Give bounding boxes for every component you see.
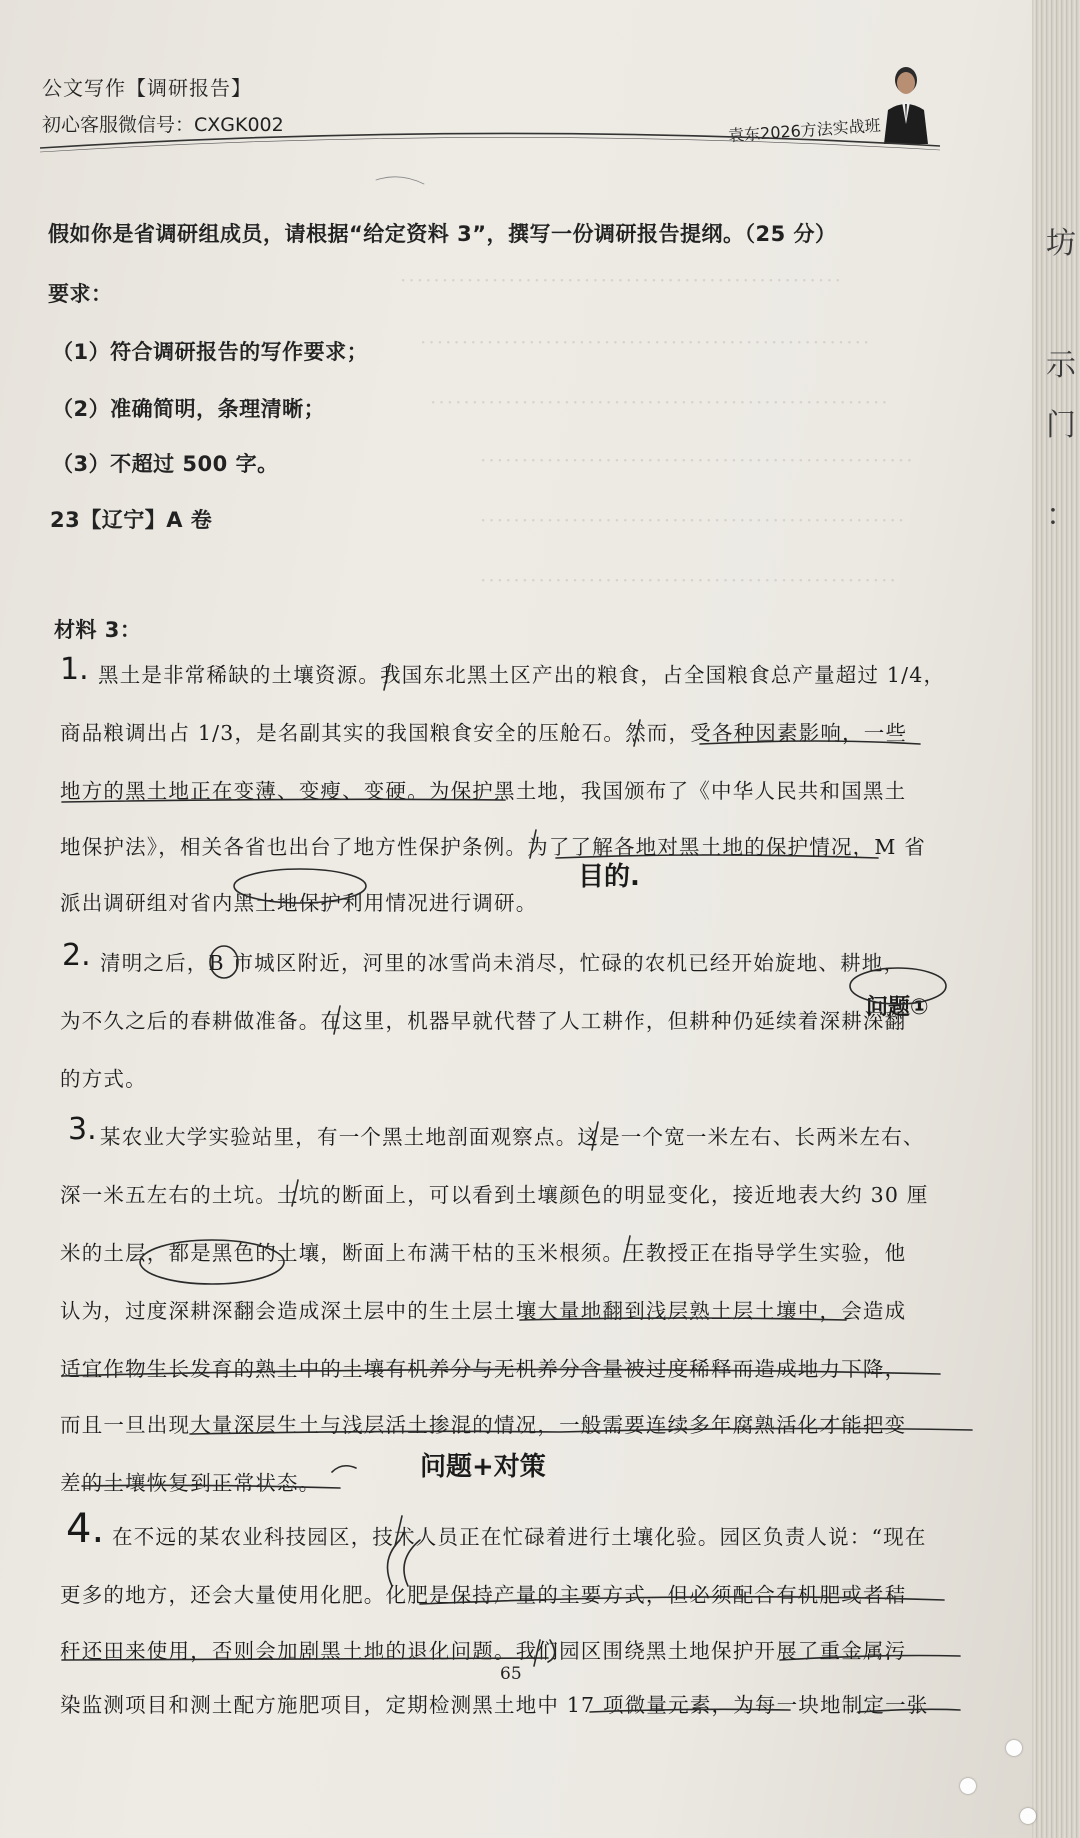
question-prompt: 假如你是省调研组成员，请根据“给定资料 3”，撰写一份调研报告提纲。（25 分） [48, 222, 837, 246]
material-line: 派出调研组对省内黑土地保护利用情况进行调研。 [60, 891, 538, 915]
edge-char: ： [1046, 498, 1076, 533]
material-line: 在不远的某农业科技园区，技术人员正在忙碌着进行土壤化验。园区负责人说：“现在 [112, 1525, 927, 1549]
handwritten-number: 1. [60, 652, 89, 687]
handwritten-number: 3. [68, 1112, 97, 1147]
exam-label: 23【辽宁】A 卷 [50, 508, 213, 532]
binder-hole [960, 1778, 976, 1794]
material-line: 地保护法》，相关各省也出台了地方性保护条例。为了了解各地对黑土地的保护情况，M 省 [60, 835, 926, 859]
material-line: 而且一旦出现大量深层生土与浅层活土掺混的情况，一般需要连续多年腐熟活化才能把变 [60, 1413, 907, 1437]
requirement-item: （2）准确简明，条理清晰； [52, 397, 326, 421]
requirements-label: 要求： [48, 282, 113, 306]
material-line: 地方的黑土地正在变薄、变瘦、变硬。为保护黑土地，我国颁布了《中华人民共和国黑土 [60, 779, 907, 803]
material-line: 染监测项目和测土配方施肥项目，定期检测黑土地中 17 项微量元素，为每一块地制定一张 [60, 1693, 929, 1717]
material-line: 清明之后，B 市城区附近，河里的冰雪尚未消尽，忙碌的农机已经开始旋地、耕地， [100, 951, 906, 975]
edge-char: 坊 [1046, 226, 1076, 261]
material-line: 更多的地方，还会大量使用化肥。化肥是保持产量的主要方式，但必须配合有机肥或者秸 [60, 1583, 907, 1607]
handwritten-number: 2. [62, 938, 91, 973]
edge-char: 示 [1046, 348, 1076, 383]
material-line: 认为，过度深耕深翻会造成深土层中的生土层土壤大量地翻到浅层熟土层土壤中，会造成 [60, 1299, 907, 1323]
header-wechat: 初心客服微信号：CXGK002 [42, 114, 284, 136]
handwritten-problem-countermeasure-note: 问题+对策 [420, 1452, 546, 1482]
page-number: 65 [500, 1664, 522, 1684]
binder-hole [1006, 1740, 1022, 1756]
material-line: 为不久之后的春耕做准备。在这里，机器早就代替了人工耕作，但耕种仍延续着深耕深翻 [60, 1009, 907, 1033]
header-title: 公文写作【调研报告】 [42, 76, 252, 100]
binder-hole [1020, 1808, 1036, 1824]
material-line: 米的土层，都是黑色的土壤，断面上布满干枯的玉米根须。王教授正在指导学生实验，他 [60, 1241, 907, 1265]
header-brand: 袁东2026方法实战班 [727, 115, 882, 146]
edge-char: 门 [1046, 408, 1076, 443]
material-line: 黑土是非常稀缺的土壤资源。我国东北黑土区产出的粮食，占全国粮食总产量超过 1/4， [98, 663, 946, 687]
material-line: 某农业大学实验站里，有一个黑土地剖面观察点。这是一个宽一米左右、长两米左右、 [100, 1125, 925, 1149]
material-line: 深一米五左右的土坑。土坑的断面上，可以看到土壤颜色的明显变化，接近地表大约 30 厘 [60, 1183, 929, 1207]
handwritten-purpose-note: 目的. [578, 862, 640, 892]
page-edge-stack [1032, 0, 1080, 1838]
handwritten-number: 4. [66, 1506, 105, 1552]
material-line: 商品粮调出占 1/3，是名副其实的我国粮食安全的压舱石。然而，受各种因素影响，一些 [60, 721, 908, 745]
material-label: 材料 3： [54, 618, 142, 642]
material-line: 适宜作物生长发育的熟土中的土壤有机养分与无机养分含量被过度稀释而造成地力下降， [60, 1357, 907, 1381]
requirement-item: （1）符合调研报告的写作要求； [52, 340, 369, 364]
handwritten-problem-note: 问题① [866, 995, 929, 1020]
material-line: 的方式。 [60, 1067, 147, 1091]
header-divider [40, 110, 940, 160]
material-line: 差的土壤恢复到正常状态。 [60, 1471, 321, 1495]
material-line: 秆还田来使用，否则会加剧黑土地的退化问题。我们园区围绕黑土地保护开展了重金属污 [60, 1639, 907, 1663]
requirement-item: （3）不超过 500 字。 [52, 452, 279, 476]
